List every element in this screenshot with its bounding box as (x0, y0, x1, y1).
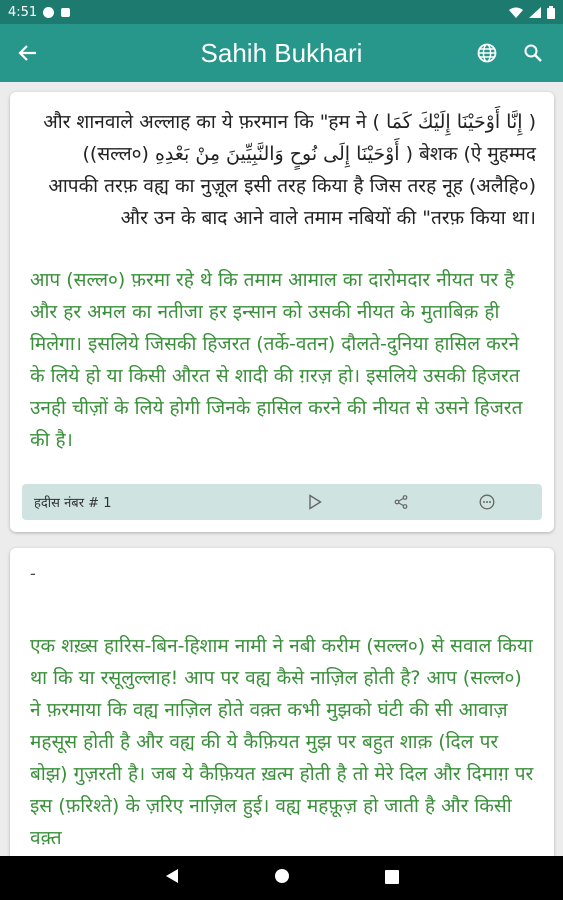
wifi-icon (509, 7, 523, 18)
hadith-footer (22, 484, 542, 520)
more-button[interactable] (444, 494, 530, 510)
search-button[interactable] (513, 33, 553, 73)
language-button[interactable] (467, 33, 507, 73)
search-icon (524, 44, 542, 62)
hadith-card (10, 92, 554, 532)
hadith-text: आप (सल्ल०) फ़रमा रहे थे कि तमाम आमाल का दारोमदार नीयत पर है और हर अमल का नतीजा हर इन्सान को उसकी नीयत के मुताबिक़ ही मिलेगा। इसलिये जिसकी हिजरत (तर्के-वतन) दौलते-दुनिया हासिल करने के लिये हो या किसी औरत से शादी की ग़रज़ हो। इसलिये उसकी हिजरत उनही चीज़ों के लिये होगी जिनके हासिल करने की नीयत से उसने हिजरत की है। (30, 269, 523, 451)
nav-back-icon (165, 868, 179, 884)
nav-home-button[interactable] (274, 868, 290, 888)
hadith-text: एक शख़्स हारिस-बिन-हिशाम नामी ने नबी करीम (सल्ल०) से सवाल किया था कि या रसूलुल्लाह! आप पर वह्य कैसे नाज़िल होती है? आप (सल्ल०) ने फ़रमाया कि वह्य नाज़िल होते वक़्त कभी मुझको घंटी की सी आवाज़ महसूस होती है और वह्य की ये कैफ़ियत मुझ पर बहुत शाक़ (दिल पर बोझ) गुज़रती है। जब ये कैफ़ियत ख़त्म होती है तो मेरे दिल और दिमाग़ पर इस (फ़रिश्ते) के ज़रिए नाज़िल हुई। वह्य महफ़ूज़ हो जाती है और किसी वक़्त (30, 635, 534, 849)
share-icon (394, 495, 408, 509)
globe-icon (477, 43, 497, 63)
more-icon (479, 494, 495, 510)
nav-home-icon (274, 868, 290, 884)
nav-back-button[interactable] (165, 868, 179, 888)
hadith-number: हदीस नंबर # 1 (34, 496, 112, 511)
hadith-card (10, 548, 554, 856)
hadith-chapter-translation: ( إِنَّا أَوْحَيْنَا إِلَيْكَ كَمَا ) और शानवाले अल्लाह का ये फ़रमान कि "हम ने बेशक (ऐ मुहम्मद ( أَوْحَيْنَا إِلَى نُوحٍ وَالنَّبِيِّينَ مِنْ بَعْدِهِ (सल्ल०)) आपकी तरफ़ वह्य का नुज़ूल इसी तरह किया है जिस तरह नूह (अलैहि०) और उन के बाद आने वाले तमाम नबियों की "तरफ़ किया था। (43, 111, 536, 229)
back-button[interactable] (0, 24, 56, 82)
status-time: 4:51 (8, 4, 38, 20)
play-icon (308, 494, 322, 510)
status-bar (0, 0, 563, 24)
signal-icon (529, 7, 541, 18)
notification-icon (60, 7, 71, 18)
share-button[interactable] (358, 495, 444, 509)
back-arrow-icon (18, 43, 38, 63)
app-bar (0, 24, 563, 82)
nav-recents-icon (385, 870, 399, 884)
system-nav-bar (0, 856, 563, 900)
nav-recents-button[interactable] (385, 869, 399, 888)
page-title: Sahih Bukhari (200, 37, 363, 68)
play-button[interactable] (272, 494, 358, 510)
hadith-list[interactable] (0, 82, 563, 856)
hadith-chapter-translation: - (30, 564, 36, 583)
battery-icon (547, 6, 555, 19)
notification-icon (43, 7, 54, 18)
